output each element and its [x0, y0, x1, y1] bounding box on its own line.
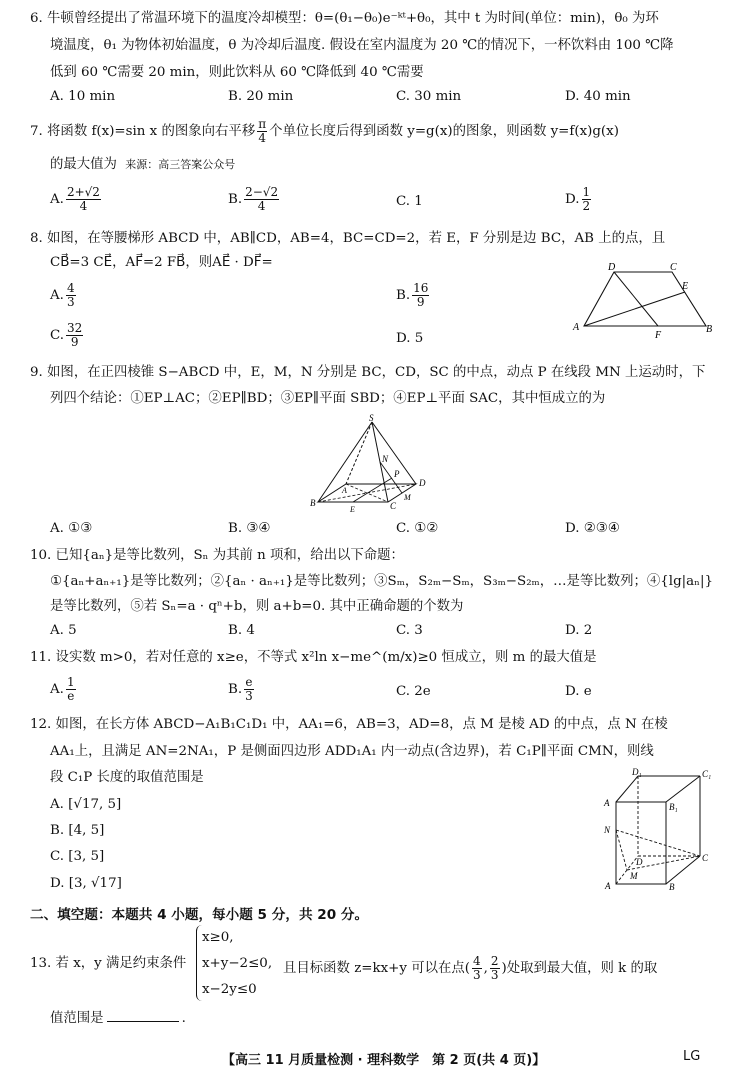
q7-option-b — [228, 186, 281, 213]
q11-option-a-label: A. — [50, 682, 64, 697]
q11-option-c: C. 2e — [396, 684, 431, 699]
q13-constraint-1: x≥0, — [202, 930, 234, 945]
q8-option-a — [50, 282, 78, 309]
q11-option-b-den: 3 — [245, 689, 253, 703]
q12-label-c1: C₁ — [702, 769, 712, 779]
q12-line1: 12. 如图，在长方体 ABCD−A₁B₁C₁D₁ 中，AA₁=6，AB=3，AD=8，点 M 是棱 AD 的中点，点 N 在棱 — [30, 717, 668, 732]
q9-option-c: C. ①② — [396, 521, 439, 536]
q12-label-b1: B₁ — [669, 802, 678, 812]
q9-pyramid-figure — [308, 414, 436, 514]
q8-option-a-num: 4 — [66, 281, 75, 295]
q11-option-d: D. e — [565, 684, 592, 699]
q7-source-note: 来源：高三答案公众号 — [125, 158, 236, 171]
q9-label-d: D — [419, 478, 426, 488]
q9-label-a: A — [342, 486, 347, 495]
q8-option-c — [50, 322, 85, 349]
q12-option-c: C. [3, 5] — [50, 849, 105, 864]
q13-prefix: 13. 若 x，y 满足约束条件 — [30, 956, 187, 971]
q11-option-a — [50, 676, 78, 703]
q10-option-c: C. 3 — [396, 623, 423, 638]
q9-label-c: C — [390, 501, 397, 511]
q13-answer-blank[interactable] — [107, 1021, 179, 1022]
q8-option-d: D. 5 — [396, 331, 424, 346]
q8-option-b-den: 9 — [416, 295, 425, 309]
q6-line3: 低到 60 ℃需要 20 min，则此饮料从 60 ℃降低到 40 ℃需要 — [50, 65, 424, 80]
q7-option-d-label: D. — [565, 192, 580, 207]
q12-cuboid-figure — [596, 766, 720, 892]
q9-label-n: N — [382, 454, 389, 464]
q8-option-a-den: 3 — [66, 295, 75, 309]
q7-option-a-den: 4 — [79, 199, 88, 213]
q10-option-d: D. 2 — [565, 623, 593, 638]
q13-constraint-2: x+y−2≤0, — [202, 956, 273, 971]
q11-option-b — [228, 676, 256, 703]
q12-label-a: A — [605, 881, 611, 891]
q12-label-a1: A — [604, 798, 610, 808]
q10-line2: ①{aₙ+aₙ₊₁}是等比数列；②{aₙ · aₙ₊₁}是等比数列；③Sₘ，S₂ₘ−Sₘ，S₃ₘ−S₂ₘ，…是等比数列；④{lg|aₙ|} — [50, 574, 713, 589]
q11-option-a-fraction — [66, 676, 76, 703]
q12-label-d1: D₁ — [632, 767, 642, 777]
q8-option-c-label: C. — [50, 328, 65, 343]
q8-option-a-label: A. — [50, 288, 64, 303]
q9-label-p: P — [394, 469, 400, 479]
q11-option-b-label: B. — [228, 682, 243, 697]
q13-constraint-3: x−2y≤0 — [202, 982, 257, 997]
q7-text-b: 个单位长度后得到函数 y=g(x)的图象，则函数 y=f(x)g(x) — [269, 124, 619, 139]
q6-line1: 6. 牛顿曾经提出了常温环境下的温度冷却模型：θ=(θ₁−θ₀)e⁻ᵏᵗ+θ₀，其中 t 为时间(单位：min)，θ₀ 为环 — [30, 11, 659, 26]
q7-text-a: 7. 将函数 f(x)=sin x 的图象向右平移 — [30, 124, 256, 139]
q11-option-a-num: 1 — [66, 675, 75, 689]
q8-option-b-fraction — [412, 282, 429, 309]
q9-line1: 9. 如图，在正四棱锥 S−ABCD 中，E，M，N 分别是 BC，CD，SC 的中点，动点 P 在线段 MN 上运动时，下 — [30, 365, 706, 380]
q8-option-c-num: 32 — [67, 321, 83, 335]
q6-line2: 境温度，θ₁ 为物体初始温度，θ 为冷却后温度. 假设在室内温度为 20 ℃的情况下，一杯饮料由 100 ℃降 — [50, 38, 674, 53]
q8-option-c-fraction — [66, 322, 83, 349]
q6-option-b: B. 20 min — [228, 89, 294, 104]
q12-line2: AA₁上，且满足 AN=2NA₁，P 是侧面四边形 ADD₁A₁ 内一动点(含边界)，若 C₁P∥平面 CMN，则线 — [50, 744, 654, 759]
q13-point-x — [472, 955, 482, 982]
q12-option-b: B. [4, 5] — [50, 823, 105, 838]
q13-line2-text: 值范围是 — [50, 1011, 104, 1026]
footer-code: LG — [683, 1049, 701, 1064]
q8-option-c-den: 9 — [70, 335, 79, 349]
q7-option-a — [50, 186, 103, 213]
q8-option-a-fraction — [66, 282, 76, 309]
q8-line1: 8. 如图，在等腰梯形 ABCD 中，AB∥CD，AB=4，BC=CD=2，若 E，F 分别是边 BC，AB 上的点，且 — [30, 231, 666, 246]
q6-option-c: C. 30 min — [396, 89, 462, 104]
q7-shift-fraction — [257, 118, 267, 145]
q12-line3: 段 C₁P 长度的取值范围是 — [50, 770, 204, 785]
q7-line2 — [50, 156, 235, 174]
q8-option-b — [396, 282, 431, 309]
q8-label-d: D — [608, 262, 616, 273]
q7-question-end: 的最大值为 — [50, 157, 117, 172]
q7-shift-num: π — [258, 117, 267, 131]
q7-option-a-label: A. — [50, 192, 64, 207]
q7-option-a-fraction — [66, 186, 101, 213]
q13-line2-end: . — [181, 1011, 186, 1026]
q8-label-f: F — [655, 330, 662, 341]
q6-option-a: A. 10 min — [50, 89, 116, 104]
q7-option-d — [565, 186, 593, 213]
q13-objective-end: )处取到最大值，则 k 的取 — [501, 961, 658, 976]
q11-option-b-num: e — [245, 675, 253, 689]
q12-option-d: D. [3, √17] — [50, 876, 122, 891]
q6-option-d: D. 40 min — [565, 89, 631, 104]
q7-option-b-num: 2−√2 — [245, 185, 279, 199]
q12-label-c: C — [702, 853, 709, 863]
q13-line2 — [50, 1010, 186, 1028]
q7-option-d-den: 2 — [582, 199, 591, 213]
q12-label-d: D — [636, 857, 643, 867]
q8-label-b: B — [706, 324, 713, 335]
q7-option-b-label: B. — [228, 192, 243, 207]
q13-objective-text: 且目标函数 z=kx+y 可以在点( — [283, 961, 470, 976]
q9-option-d: D. ②③④ — [565, 521, 620, 536]
q7-option-b-fraction — [244, 186, 279, 213]
q9-label-s: S — [369, 414, 374, 423]
q10-option-a: A. 5 — [50, 623, 77, 638]
q8-line2: CB⃗=3 CE⃗，AF⃗=2 FB⃗，则AE⃗ · DF⃗= — [50, 255, 273, 270]
q11-line1: 11. 设实数 m>0，若对任意的 x≥e，不等式 x²ln x−me^(m/x)≥0 恒成立，则 m 的最大值是 — [30, 650, 597, 665]
q9-label-b: B — [310, 498, 316, 508]
q12-label-m: M — [630, 871, 638, 881]
q7-option-b-den: 4 — [257, 199, 266, 213]
q7-option-a-num: 2+√2 — [66, 185, 100, 199]
q11-option-a-den: e — [67, 689, 75, 703]
q9-option-b: B. ③④ — [228, 521, 271, 536]
q11-option-b-fraction — [244, 676, 254, 703]
q13-objective: 且目标函数 z=kx+y 可以在点( $\frac{4}{3}$ , $\frac{2}{3}$ )处取到最大值，则 k 的取 — [283, 954, 658, 982]
q7-option-d-num: 1 — [582, 185, 591, 199]
q9-label-e: E — [350, 505, 355, 514]
q12-label-b: B — [669, 882, 675, 892]
q9-label-m: M — [404, 493, 411, 502]
q13-point-x-num: 4 — [472, 954, 481, 968]
q10-line3: 是等比数列，⑤若 Sₙ=a · qⁿ+b，则 a+b=0. 其中正确命题的个数为 — [50, 599, 464, 614]
q7-shift-den: 4 — [258, 131, 266, 145]
q7-option-c: C. 1 — [396, 194, 423, 209]
q8-trapezoid-figure — [570, 262, 720, 342]
q8-option-b-label: B. — [396, 288, 411, 303]
q7-line1 — [30, 118, 619, 145]
q12-label-n: N — [604, 825, 611, 835]
q8-option-b-num: 16 — [413, 281, 429, 295]
q13-point-y — [490, 955, 500, 982]
q9-line2: 列四个结论：①EP⊥AC；②EP∥BD；③EP∥平面 SBD；④EP⊥平面 SAC，其中恒成立的为 — [50, 391, 606, 406]
q13-point-y-num: 2 — [490, 954, 499, 968]
q7-option-d-fraction — [582, 186, 592, 213]
q10-line1: 10. 已知{aₙ}是等比数列，Sₙ 为其前 n 项和，给出以下命题： — [30, 548, 404, 563]
page-footer: 【高三 11 月质量检测 · 理科数学 第 2 页(共 4 页)】 — [222, 1053, 546, 1068]
q13-point-y-den: 3 — [490, 968, 499, 982]
q13-point-x-den: 3 — [472, 968, 481, 982]
q12-option-a: A. [√17, 5] — [50, 797, 122, 812]
section-2-heading: 二、填空题：本题共 4 小题，每小题 5 分，共 20 分。 — [30, 907, 369, 923]
q9-option-a: A. ①③ — [50, 521, 93, 536]
q8-label-c: C — [670, 262, 677, 273]
q10-option-b: B. 4 — [228, 623, 255, 638]
q8-label-a: A — [573, 322, 580, 333]
q8-label-e: E — [682, 281, 689, 292]
